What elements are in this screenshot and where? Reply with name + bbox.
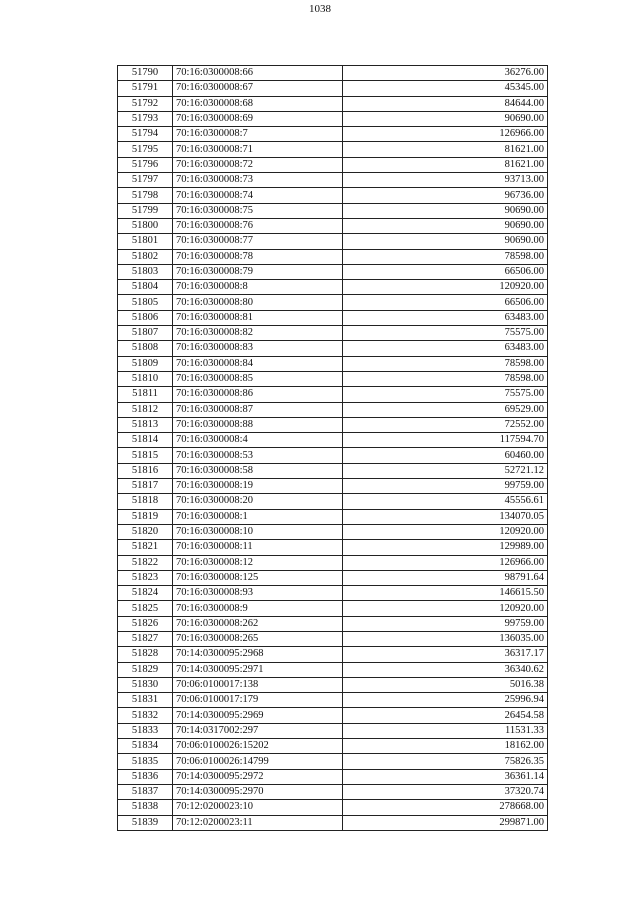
cadastral-number-cell: 70:16:0300008:73 — [173, 173, 343, 188]
row-number-cell: 51802 — [118, 249, 173, 264]
row-number-cell: 51822 — [118, 555, 173, 570]
cadastral-number-cell: 70:16:0300008:7 — [173, 127, 343, 142]
cadastral-value-cell: 18162.00 — [343, 739, 548, 754]
table-row — [118, 784, 548, 799]
cadastral-value-cell: 99759.00 — [343, 479, 548, 494]
cadastral-value-cell: 36276.00 — [343, 66, 548, 81]
table-row — [118, 693, 548, 708]
cadastral-value-cell: 278668.00 — [343, 800, 548, 815]
table-row — [118, 234, 548, 249]
table-row — [118, 509, 548, 524]
row-number-cell: 51806 — [118, 310, 173, 325]
table-row — [118, 555, 548, 570]
row-number-cell: 51797 — [118, 173, 173, 188]
cadastral-value-cell: 90690.00 — [343, 218, 548, 233]
row-number-cell: 51828 — [118, 647, 173, 662]
page-number: 1038 — [309, 3, 331, 15]
cadastral-number-cell: 70:16:0300008:66 — [173, 66, 343, 81]
cadastral-number-cell: 70:16:0300008:1 — [173, 509, 343, 524]
row-number-cell: 51794 — [118, 127, 173, 142]
cadastral-number-cell: 70:16:0300008:9 — [173, 601, 343, 616]
cadastral-value-cell: 126966.00 — [343, 127, 548, 142]
cadastral-value-cell: 60460.00 — [343, 448, 548, 463]
cadastral-number-cell: 70:16:0300008:4 — [173, 433, 343, 448]
cadastral-value-cell: 99759.00 — [343, 616, 548, 631]
cadastral-value-cell: 72552.00 — [343, 417, 548, 432]
table-row — [118, 479, 548, 494]
cadastral-value-cell: 37320.74 — [343, 784, 548, 799]
row-number-cell: 51815 — [118, 448, 173, 463]
cadastral-number-cell: 70:16:0300008:88 — [173, 417, 343, 432]
row-number-cell: 51795 — [118, 142, 173, 157]
cadastral-number-cell: 70:16:0300008:265 — [173, 631, 343, 646]
cadastral-number-cell: 70:06:0100026:15202 — [173, 739, 343, 754]
cadastral-value-cell: 75826.35 — [343, 754, 548, 769]
cadastral-value-cell: 134070.05 — [343, 509, 548, 524]
cadastral-number-cell: 70:16:0300008:85 — [173, 371, 343, 386]
table-row — [118, 463, 548, 478]
cadastral-number-cell: 70:16:0300008:8 — [173, 280, 343, 295]
table-row — [118, 723, 548, 738]
cadastral-number-cell: 70:16:0300008:68 — [173, 96, 343, 111]
row-number-cell: 51796 — [118, 157, 173, 172]
cadastral-value-cell: 96736.00 — [343, 188, 548, 203]
row-number-cell: 51830 — [118, 677, 173, 692]
table-row — [118, 524, 548, 539]
cadastral-number-cell: 70:12:0200023:11 — [173, 815, 343, 830]
table-row — [118, 616, 548, 631]
cadastral-value-cell: 146615.50 — [343, 586, 548, 601]
cadastral-number-cell: 70:16:0300008:80 — [173, 295, 343, 310]
cadastral-value-cell: 90690.00 — [343, 111, 548, 126]
table-row — [118, 66, 548, 81]
table-row — [118, 142, 548, 157]
cadastral-value-cell: 45345.00 — [343, 81, 548, 96]
cadastral-number-cell: 70:16:0300008:78 — [173, 249, 343, 264]
cadastral-value-cell: 5016.38 — [343, 677, 548, 692]
table-row — [118, 601, 548, 616]
cadastral-number-cell: 70:14:0300095:2968 — [173, 647, 343, 662]
cadastral-value-cell: 120920.00 — [343, 601, 548, 616]
cadastral-number-cell: 70:16:0300008:53 — [173, 448, 343, 463]
table-row — [118, 448, 548, 463]
cadastral-value-cell: 52721.12 — [343, 463, 548, 478]
table-row — [118, 662, 548, 677]
table-row — [118, 387, 548, 402]
cadastral-value-cell: 36340.62 — [343, 662, 548, 677]
cadastral-number-cell: 70:16:0300008:82 — [173, 326, 343, 341]
row-number-cell: 51829 — [118, 662, 173, 677]
row-number-cell: 51835 — [118, 754, 173, 769]
cadastral-number-cell: 70:16:0300008:81 — [173, 310, 343, 325]
table-row — [118, 371, 548, 386]
cadastral-value-cell: 81621.00 — [343, 142, 548, 157]
table-row — [118, 815, 548, 830]
cadastral-value-cell: 75575.00 — [343, 387, 548, 402]
cadastral-number-cell: 70:14:0300095:2969 — [173, 708, 343, 723]
cadastral-number-cell: 70:16:0300008:262 — [173, 616, 343, 631]
cadastral-number-cell: 70:16:0300008:20 — [173, 494, 343, 509]
cadastral-number-cell: 70:06:0100017:138 — [173, 677, 343, 692]
cadastral-value-cell: 98791.64 — [343, 570, 548, 585]
cadastral-number-cell: 70:16:0300008:77 — [173, 234, 343, 249]
row-number-cell: 51813 — [118, 417, 173, 432]
cadastral-number-cell: 70:16:0300008:86 — [173, 387, 343, 402]
cadastral-number-cell: 70:14:0300095:2970 — [173, 784, 343, 799]
cadastral-value-cell: 117594.70 — [343, 433, 548, 448]
cadastral-value-cell: 63483.00 — [343, 341, 548, 356]
cadastral-value-cell: 78598.00 — [343, 356, 548, 371]
row-number-cell: 51838 — [118, 800, 173, 815]
row-number-cell: 51832 — [118, 708, 173, 723]
row-number-cell: 51804 — [118, 280, 173, 295]
cadastral-number-cell: 70:16:0300008:74 — [173, 188, 343, 203]
row-number-cell: 51831 — [118, 693, 173, 708]
row-number-cell: 51811 — [118, 387, 173, 402]
cadastral-number-cell: 70:16:0300008:67 — [173, 81, 343, 96]
row-number-cell: 51808 — [118, 341, 173, 356]
table-row — [118, 157, 548, 172]
cadastral-number-cell: 70:16:0300008:84 — [173, 356, 343, 371]
table-row — [118, 280, 548, 295]
cadastral-value-cell: 120920.00 — [343, 280, 548, 295]
row-number-cell: 51834 — [118, 739, 173, 754]
cadastral-value-cell: 78598.00 — [343, 249, 548, 264]
table-row — [118, 310, 548, 325]
row-number-cell: 51816 — [118, 463, 173, 478]
cadastral-number-cell: 70:14:0300095:2972 — [173, 769, 343, 784]
table-row — [118, 417, 548, 432]
row-number-cell: 51823 — [118, 570, 173, 585]
table-row — [118, 570, 548, 585]
row-number-cell: 51824 — [118, 586, 173, 601]
row-number-cell: 51798 — [118, 188, 173, 203]
row-number-cell: 51790 — [118, 66, 173, 81]
cadastral-number-cell: 70:16:0300008:11 — [173, 540, 343, 555]
row-number-cell: 51814 — [118, 433, 173, 448]
cadastral-number-cell: 70:16:0300008:79 — [173, 264, 343, 279]
cadastral-value-cell: 26454.58 — [343, 708, 548, 723]
table-row — [118, 402, 548, 417]
cadastral-value-cell: 66506.00 — [343, 264, 548, 279]
table-row — [118, 494, 548, 509]
table-row — [118, 173, 548, 188]
table-row — [118, 111, 548, 126]
cadastral-number-cell: 70:16:0300008:75 — [173, 203, 343, 218]
table-row — [118, 433, 548, 448]
row-number-cell: 51839 — [118, 815, 173, 830]
table-row — [118, 326, 548, 341]
row-number-cell: 51826 — [118, 616, 173, 631]
row-number-cell: 51800 — [118, 218, 173, 233]
cadastral-number-cell: 70:16:0300008:83 — [173, 341, 343, 356]
cadastral-value-cell: 36361.14 — [343, 769, 548, 784]
row-number-cell: 51817 — [118, 479, 173, 494]
row-number-cell: 51837 — [118, 784, 173, 799]
row-number-cell: 51791 — [118, 81, 173, 96]
cadastral-number-cell: 70:16:0300008:93 — [173, 586, 343, 601]
cadastral-value-cell: 81621.00 — [343, 157, 548, 172]
cadastral-number-cell: 70:14:0300095:2971 — [173, 662, 343, 677]
table-row — [118, 249, 548, 264]
row-number-cell: 51805 — [118, 295, 173, 310]
cadastral-number-cell: 70:16:0300008:12 — [173, 555, 343, 570]
cadastral-number-cell: 70:06:0100026:14799 — [173, 754, 343, 769]
table-row — [118, 96, 548, 111]
cadastral-value-cell: 299871.00 — [343, 815, 548, 830]
table-row — [118, 295, 548, 310]
row-number-cell: 51818 — [118, 494, 173, 509]
cadastral-value-cell: 69529.00 — [343, 402, 548, 417]
row-number-cell: 51810 — [118, 371, 173, 386]
cadastral-value-cell: 63483.00 — [343, 310, 548, 325]
table-row — [118, 739, 548, 754]
row-number-cell: 51803 — [118, 264, 173, 279]
row-number-cell: 51801 — [118, 234, 173, 249]
cadastral-number-cell: 70:14:0317002:297 — [173, 723, 343, 738]
cadastral-number-cell: 70:12:0200023:10 — [173, 800, 343, 815]
cadastral-number-cell: 70:16:0300008:71 — [173, 142, 343, 157]
cadastral-value-cell: 129989.00 — [343, 540, 548, 555]
cadastral-value-cell: 78598.00 — [343, 371, 548, 386]
table-row — [118, 188, 548, 203]
cadastral-number-cell: 70:16:0300008:58 — [173, 463, 343, 478]
cadastral-value-cell: 93713.00 — [343, 173, 548, 188]
table-row — [118, 81, 548, 96]
cadastral-number-cell: 70:16:0300008:87 — [173, 402, 343, 417]
row-number-cell: 51821 — [118, 540, 173, 555]
cadastral-number-cell: 70:16:0300008:76 — [173, 218, 343, 233]
table-row — [118, 218, 548, 233]
table-row — [118, 708, 548, 723]
table-row — [118, 647, 548, 662]
cadastral-value-cell: 84644.00 — [343, 96, 548, 111]
table-row — [118, 203, 548, 218]
table-row — [118, 631, 548, 646]
table-row — [118, 356, 548, 371]
table-row — [118, 769, 548, 784]
table-row — [118, 754, 548, 769]
cadastral-value-cell: 25996.94 — [343, 693, 548, 708]
cadastral-value-table — [117, 65, 548, 831]
cadastral-value-cell: 36317.17 — [343, 647, 548, 662]
row-number-cell: 51833 — [118, 723, 173, 738]
table-body — [118, 66, 548, 831]
table-row — [118, 540, 548, 555]
cadastral-value-cell: 120920.00 — [343, 524, 548, 539]
cadastral-number-cell: 70:16:0300008:10 — [173, 524, 343, 539]
cadastral-value-cell: 126966.00 — [343, 555, 548, 570]
cadastral-value-cell: 90690.00 — [343, 234, 548, 249]
row-number-cell: 51807 — [118, 326, 173, 341]
row-number-cell: 51820 — [118, 524, 173, 539]
cadastral-number-cell: 70:06:0100017:179 — [173, 693, 343, 708]
cadastral-value-cell: 136035.00 — [343, 631, 548, 646]
cadastral-value-cell: 11531.33 — [343, 723, 548, 738]
table-row — [118, 341, 548, 356]
row-number-cell: 51836 — [118, 769, 173, 784]
table-row — [118, 264, 548, 279]
cadastral-number-cell: 70:16:0300008:72 — [173, 157, 343, 172]
row-number-cell: 51827 — [118, 631, 173, 646]
table-row — [118, 677, 548, 692]
cadastral-value-cell: 45556.61 — [343, 494, 548, 509]
cadastral-value-cell: 90690.00 — [343, 203, 548, 218]
table-row — [118, 800, 548, 815]
table-row — [118, 127, 548, 142]
row-number-cell: 51799 — [118, 203, 173, 218]
row-number-cell: 51825 — [118, 601, 173, 616]
row-number-cell: 51792 — [118, 96, 173, 111]
row-number-cell: 51819 — [118, 509, 173, 524]
cadastral-number-cell: 70:16:0300008:125 — [173, 570, 343, 585]
cadastral-value-cell: 66506.00 — [343, 295, 548, 310]
row-number-cell: 51793 — [118, 111, 173, 126]
row-number-cell: 51809 — [118, 356, 173, 371]
cadastral-number-cell: 70:16:0300008:19 — [173, 479, 343, 494]
table-row — [118, 586, 548, 601]
cadastral-value-cell: 75575.00 — [343, 326, 548, 341]
cadastral-number-cell: 70:16:0300008:69 — [173, 111, 343, 126]
row-number-cell: 51812 — [118, 402, 173, 417]
